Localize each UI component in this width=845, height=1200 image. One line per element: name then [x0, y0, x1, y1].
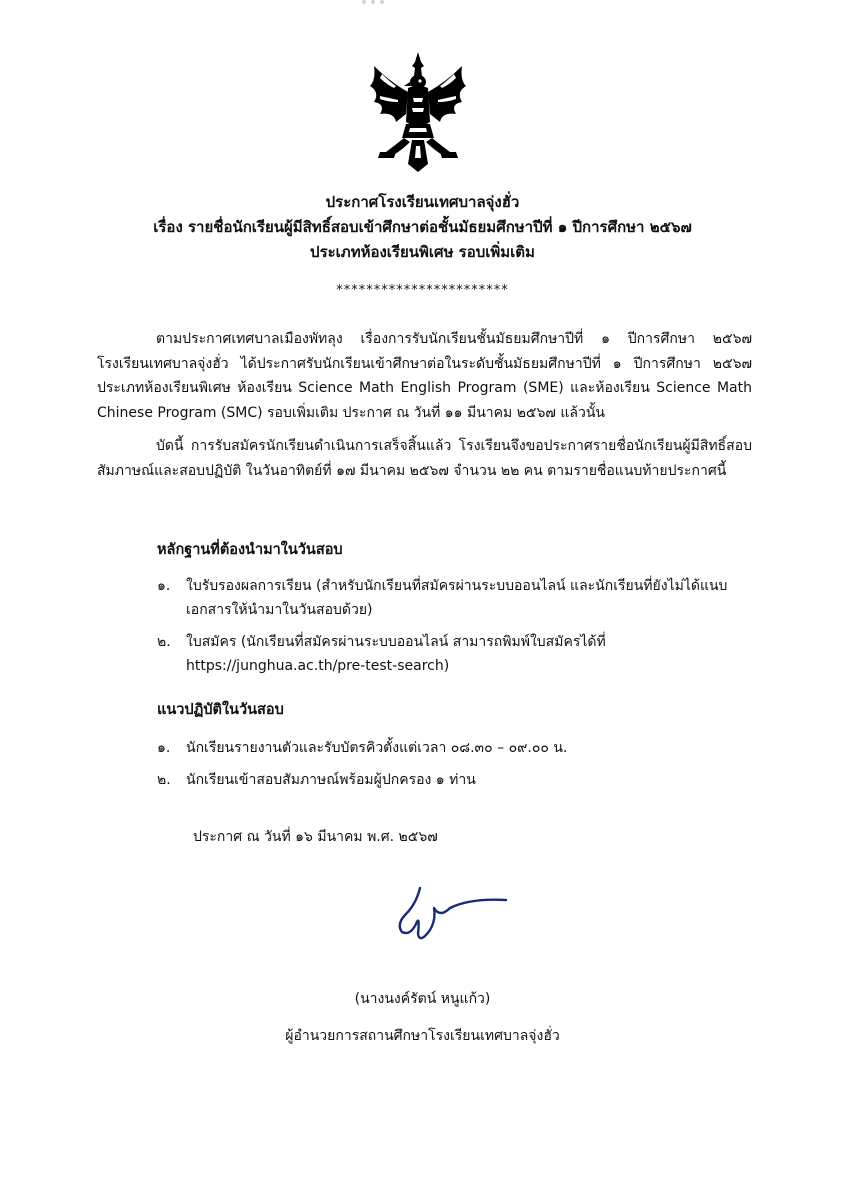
- list-text: ใบรับรองผลการเรียน (สำหรับนักเรียนที่สมัครผ่านระบบออนไลน์ และนักเรียนที่ยังไม่ได้แนบเอกสารให้นำมาในวันสอบด้วย): [186, 578, 728, 618]
- list-text: นักเรียนรายงานตัวและรับบัตรคิวตั้งแต่เวลา ๐๘.๓๐ – ๐๙.๐๐ น.: [186, 740, 568, 756]
- list-number: ๒.: [157, 634, 171, 650]
- title-line-3: ประเภทห้องเรียนพิเศษ รอบเพิ่มเติม: [310, 243, 535, 261]
- title-line-2: เรื่อง รายชื่อนักเรียนผู้มีสิทธิ์สอบเข้าศึกษาต่อชั้นมัธยมศึกษาปีที่ ๑ ปีการศึกษา ๒๕๖๗: [153, 218, 692, 236]
- evidence-list: [157, 574, 747, 686]
- signer-position: ผู้อำนวยการสถานศึกษาโรงเรียนเทศบาลจุ่งฮั่ว: [285, 1028, 560, 1044]
- guidelines-heading: แนวปฏิบัติในวันสอบ: [157, 702, 284, 718]
- list-number: ๑.: [157, 578, 171, 594]
- garuda-emblem-icon: [366, 52, 470, 172]
- list-item: [157, 768, 747, 792]
- signer-name: (นางนงค์รัตน์ หนูแก้ว): [354, 991, 491, 1007]
- evidence-heading: หลักฐานที่ต้องนำมาในวันสอบ: [157, 542, 343, 558]
- title-line-1: ประกาศโรงเรียนเทศบาลจุ่งฮั่ว: [325, 193, 520, 211]
- page-indicator-dots: [362, 0, 386, 6]
- dot: [380, 0, 384, 4]
- handwritten-signature: [390, 884, 510, 946]
- list-item: [157, 736, 747, 760]
- list-number: ๒.: [157, 772, 171, 788]
- paragraph-announcement: บัดนี้ การรับสมัครนักเรียนดำเนินการเสร็จสิ้นแล้ว โรงเรียนจึงขอประกาศรายชื่อนักเรียนผู้มีสิทธิ์สอบสัมภาษณ์และสอบปฏิบัติ ในวันอาทิตย์ที่ ๑๗ มีนาคม ๒๕๖๗ จำนวน ๒๒ คน ตามรายชื่อแนบท้ายประกาศนี้: [97, 438, 752, 479]
- announce-date: ประกาศ ณ วันที่ ๑๖ มีนาคม พ.ศ. ๒๕๖๗: [193, 829, 438, 845]
- separator: ***********************: [336, 283, 509, 298]
- list-text: นักเรียนเข้าสอบสัมภาษณ์พร้อมผู้ปกครอง ๑ ท่าน: [186, 772, 476, 788]
- dot: [371, 0, 375, 4]
- list-number: ๑.: [157, 740, 171, 756]
- dot: [362, 0, 366, 4]
- guidelines-list: [157, 736, 747, 800]
- list-item: [157, 574, 747, 622]
- announcement-title: [0, 190, 845, 265]
- paragraph-intro: ตามประกาศเทศบาลเมืองพัทลุง เรื่องการรับนักเรียนชั้นมัธยมศึกษาปีที่ ๑ ปีการศึกษา ๒๕๖๗ โรงเรียนเทศบาลจุ่งฮั่ว ได้ประกาศรับนักเรียนเข้าศึกษาต่อในระดับชั้นมัธยมศึกษาปีที่ ๑ ปีการศึกษา ๒๕๖๗ ประเภทห้องเรียนพิเศษ ห้องเรียน Science Math English Program (SME) และห้องเรียน Science Math Chinese Program (SMC) รอบเพิ่มเติม ประกาศ ณ วันที่ ๑๑ มีนาคม ๒๕๖๗ แล้วนั้น: [97, 331, 752, 421]
- list-text: ใบสมัคร (นักเรียนที่สมัครผ่านระบบออนไลน์ สามารถพิมพ์ใบสมัครได้ที่ https://junghua.ac.th/pre-test-search): [186, 634, 606, 674]
- list-item: [157, 630, 747, 678]
